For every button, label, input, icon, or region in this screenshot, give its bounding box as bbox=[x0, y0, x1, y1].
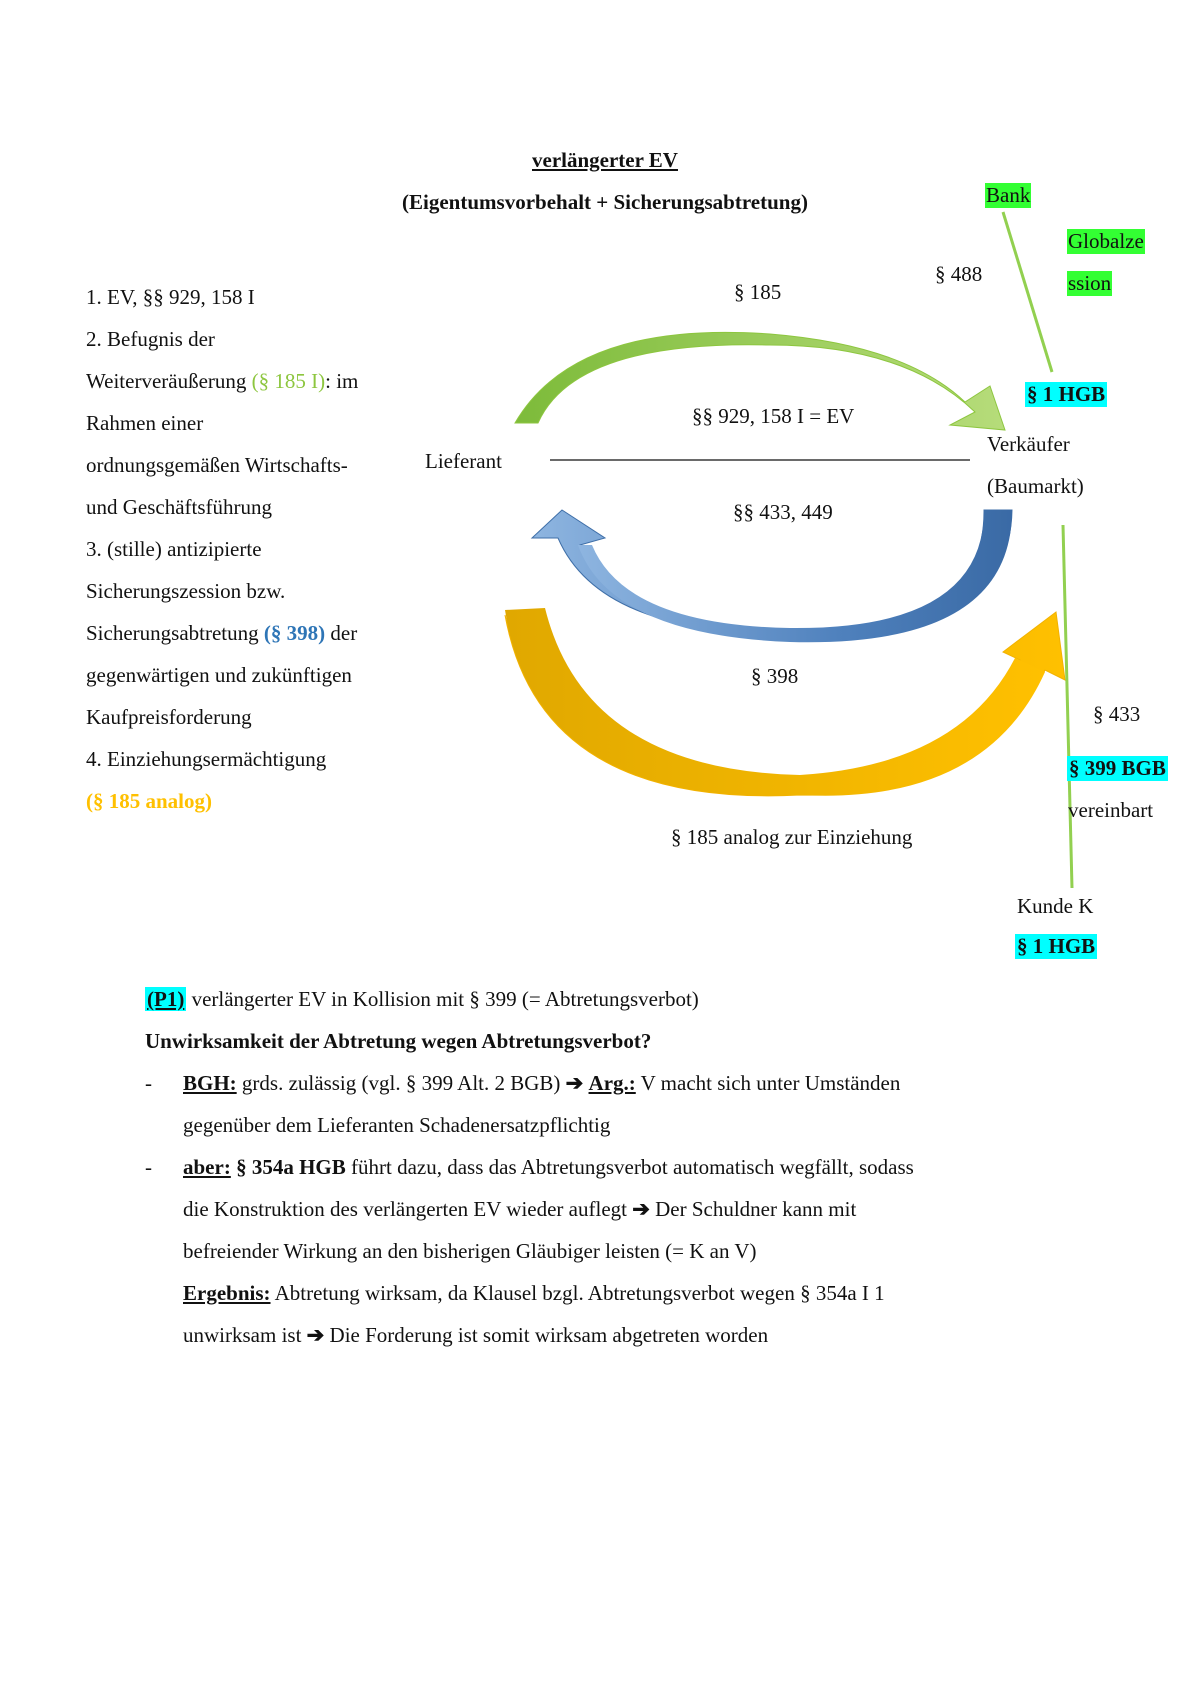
list-item: Weiterveräußerung (§ 185 I): im bbox=[86, 369, 359, 393]
label-baumarkt: (Baumarkt) bbox=[987, 474, 1084, 498]
arrow-icon: ➔ bbox=[306, 1323, 325, 1347]
label-lieferant: Lieferant bbox=[425, 449, 502, 473]
page-subtitle: (Eigentumsvorbehalt + Sicherungsabtretung) bbox=[402, 190, 808, 214]
p1-tag: (P1) bbox=[147, 987, 185, 1011]
label-399: § 399 BGB bbox=[1069, 756, 1166, 780]
ref-185-analog: (§ 185 analog) bbox=[86, 789, 212, 813]
list-item: 2. Befugnis der bbox=[86, 327, 215, 351]
list-item: 1. EV, §§ 929, 158 I bbox=[86, 285, 255, 309]
arrow-icon: ➔ bbox=[632, 1197, 650, 1221]
label-globalzession-2: ssion bbox=[1068, 271, 1112, 295]
label-185: § 185 bbox=[734, 280, 782, 304]
list-item: Sicherungszession bzw. bbox=[86, 579, 286, 603]
label-hgb-bottom: § 1 HGB bbox=[1017, 934, 1096, 958]
ref-185-i: (§ 185 I) bbox=[251, 369, 326, 393]
label-398: § 398 bbox=[751, 664, 799, 688]
list-item: Kaufpreisforderung bbox=[86, 705, 252, 729]
list-item: Sicherungsabtretung (§ 398) der bbox=[86, 621, 358, 645]
ref-398: (§ 398) bbox=[263, 621, 326, 645]
label-bank: Bank bbox=[986, 183, 1031, 207]
blue-arrow-body bbox=[578, 510, 1012, 642]
label-kunde: Kunde K bbox=[1017, 894, 1094, 918]
list-item: und Geschäftsführung bbox=[86, 495, 273, 519]
label-hgb-top: § 1 HGB bbox=[1027, 382, 1106, 406]
p1-line: (P1) verlängerter EV in Kollision mit § 399 (= Abtretungsverbot) bbox=[147, 987, 699, 1011]
question-line: Unwirksamkeit der Abtretung wegen Abtretungsverbot? bbox=[145, 1029, 652, 1053]
page-title: verlängerter EV bbox=[532, 148, 678, 172]
kunde-line bbox=[1063, 525, 1072, 888]
arrow-icon: ➔ bbox=[565, 1071, 584, 1095]
bullet-bgh: - BGH: grds. zulässig (vgl. § 399 Alt. 2 BGB) ➔ Arg.: V macht sich unter Umständen gegenüber dem Lieferanten Schadenersatzpflichtig bbox=[145, 1071, 901, 1137]
label-433: § 433 bbox=[1093, 702, 1141, 726]
bullet-aber: - aber: § 354a HGB führt dazu, dass das Abtretungsverbot automatisch wegfällt, sodass die Konstruktion des verlängerten EV wieder auflegt ➔ Der Schuldner kann mit befreiender Wirkung an den bisherigen Gläubiger leisten (= K an V) Ergebnis: Abtretung wirksam, da Klausel bzgl. Abtretungsverbot wegen § 354a I 1 unwirksam ist ➔ Die Forderung ist somit wirksam abgetreten worden bbox=[145, 1155, 914, 1347]
label-488: § 488 bbox=[935, 262, 983, 286]
list-item: 3. (stille) antizipierte bbox=[86, 537, 262, 561]
list-item: ordnungsgemäßen Wirtschafts- bbox=[86, 453, 348, 477]
list-item: Rahmen einer bbox=[86, 411, 204, 435]
bottom-section bbox=[145, 978, 1105, 1356]
list-item: 4. Einziehungsermächtigung bbox=[86, 747, 327, 771]
label-globalzession-1: Globalze bbox=[1068, 229, 1144, 253]
label-verkaeufer: Verkäufer bbox=[987, 432, 1070, 456]
label-vereinbart: vereinbart bbox=[1068, 798, 1154, 822]
list-item: gegenwärtigen und zukünftigen bbox=[86, 663, 352, 687]
label-433-449: §§ 433, 449 bbox=[733, 500, 833, 524]
label-einziehung: § 185 analog zur Einziehung bbox=[671, 825, 913, 849]
bank-line bbox=[1003, 212, 1052, 372]
label-ev-line: §§ 929, 158 I = EV bbox=[692, 404, 855, 428]
